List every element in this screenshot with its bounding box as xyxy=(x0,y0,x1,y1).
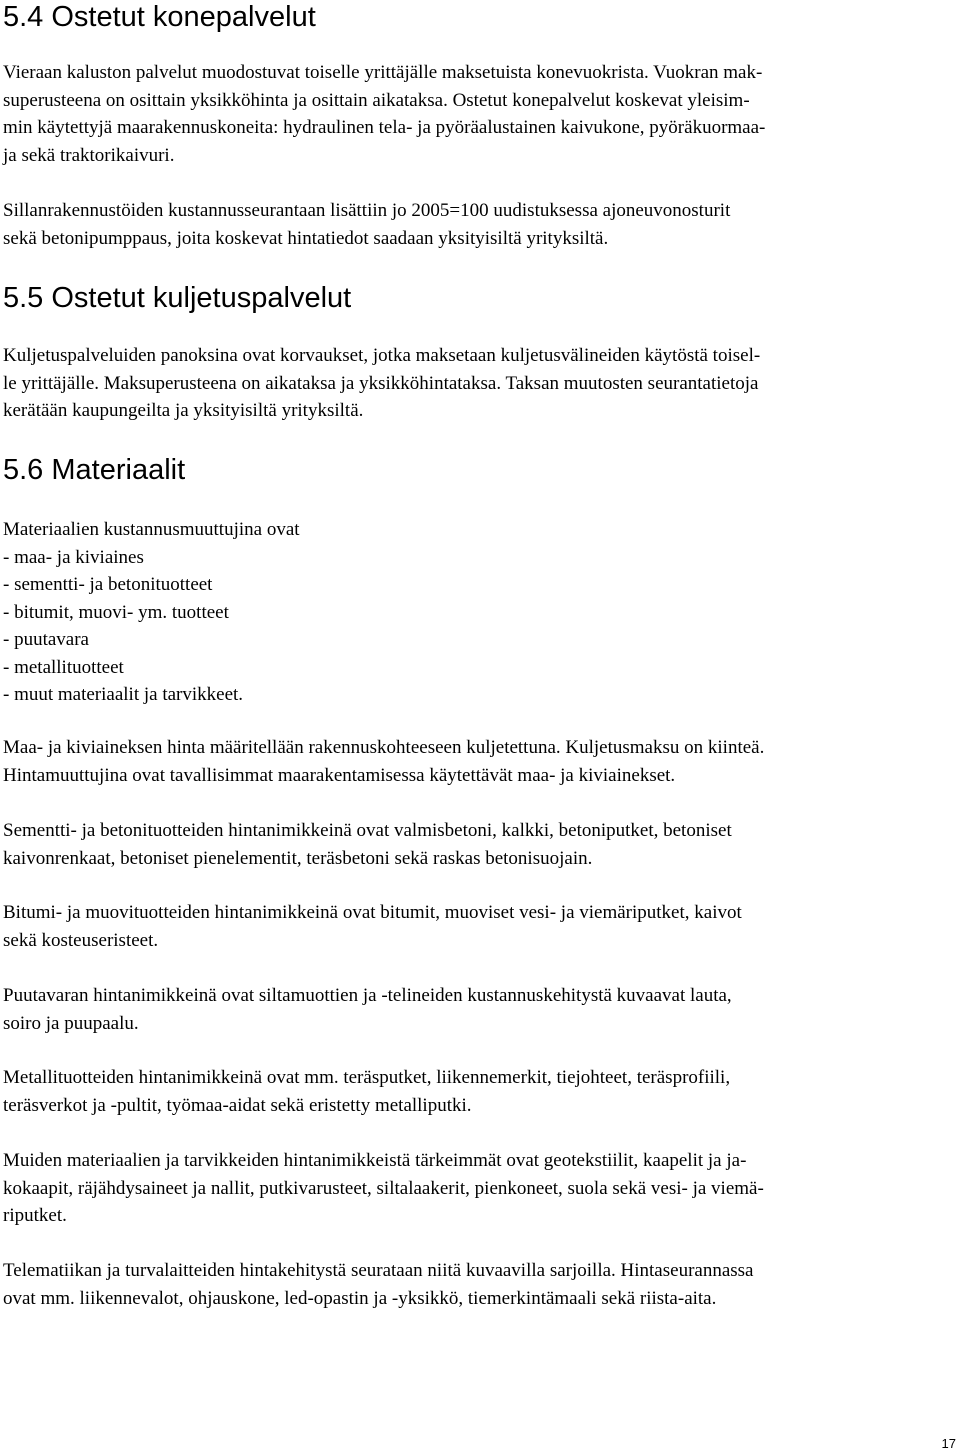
paragraph-5-4-2 xyxy=(3,197,955,252)
text-line: kerätään kaupungeilta ja yksityisiltä yrityksiltä. xyxy=(3,400,364,421)
paragraph-5-4-1 xyxy=(3,59,955,169)
text-line: ovat mm. liikennevalot, ohjauskone, led-opastin ja -yksikkö, tiemerkintämaali sekä riista-aita. xyxy=(3,1287,717,1309)
paragraph-5-6-6 xyxy=(3,1147,955,1230)
text-line: Sementti- ja betonituotteiden hintanimikkeinä ovat valmisbetoni, kalkki, betoniputket, betoniset xyxy=(3,820,732,841)
text-line: riputket. xyxy=(3,1205,67,1226)
paragraph-5-6-7 xyxy=(3,1257,955,1312)
text-line: teräsverkot ja -pultit, työmaa-aidat sekä eristetty metalliputki. xyxy=(3,1094,472,1116)
section-heading-5-5: 5.5 Ostetut kuljetuspalvelut xyxy=(3,282,352,314)
text-line: kaivonrenkaat, betoniset pienelementit, teräsbetoni sekä raskas betonisuojain. xyxy=(3,847,593,869)
list-intro: Materiaalien kustannusmuuttujina ovat xyxy=(3,519,300,540)
paragraph-5-6-3 xyxy=(3,899,955,954)
list-item: - muut materiaalit ja tarvikkeet. xyxy=(3,684,244,705)
paragraph-5-5-1 xyxy=(3,342,955,425)
text-line: Muiden materiaalien ja tarvikkeiden hintanimikkeistä tärkeimmät ovat geotekstiilit, kaapelit ja ja- xyxy=(3,1150,747,1171)
text-line: Kuljetuspalveluiden panoksina ovat korvaukset, jotka maksetaan kuljetusvälineiden käytöstä toisel- xyxy=(3,345,761,366)
section-heading-5-4: 5.4 Ostetut konepalvelut xyxy=(3,1,316,33)
list-item: - bitumit, muovi- ym. tuotteet xyxy=(3,601,229,623)
text-line: Metallituotteiden hintanimikkeinä ovat mm. teräsputket, liikennemerkit, tiejohteet, teräsprofiili, xyxy=(3,1067,731,1088)
paragraph-5-6-5 xyxy=(3,1064,955,1119)
list-item: - sementti- ja betonituotteet xyxy=(3,574,213,595)
list-item: - puutavara xyxy=(3,629,89,650)
text-line: Vieraan kaluston palvelut muodostuvat toiselle yrittäjälle maksetuista konevuokrista. Vuokran mak- xyxy=(3,62,763,83)
text-line: Puutavaran hintanimikkeinä ovat siltamuottien ja -telineiden kustannuskehitystä kuvaavat lauta, xyxy=(3,985,732,1006)
text-line: Telematiikan ja turvalaitteiden hintakehitystä seurataan niitä kuvaavilla sarjoilla. Hintaseurannassa xyxy=(3,1260,754,1281)
text-line: Bitumi- ja muovituotteiden hintanimikkeinä ovat bitumit, muoviset vesi- ja viemäriputket, kaivot xyxy=(3,902,742,923)
list-item: - maa- ja kiviaines xyxy=(3,546,144,568)
text-line: soiro ja puupaalu. xyxy=(3,1012,139,1034)
text-line: sekä kosteuseristeet. xyxy=(3,929,159,951)
text-line: min käytettyjä maarakennuskoneita: hydraulinen tela- ja pyöräalustainen kaivukone, pyöräkuormaa- xyxy=(3,117,766,138)
section-heading-5-6: 5.6 Materiaalit xyxy=(3,454,186,486)
text-line: superusteena on osittain yksikköhinta ja osittain aikataksa. Ostetut konepalvelut koskevat yleisim- xyxy=(3,89,750,111)
text-line: le yrittäjälle. Maksuperusteena on aikataksa ja yksikköhintataksa. Taksan muutosten seurantatietoja xyxy=(3,372,759,394)
page-number: 17 xyxy=(941,1436,956,1451)
paragraph-5-6-1 xyxy=(3,734,955,789)
paragraph-5-6-4 xyxy=(3,982,955,1037)
text-line: sekä betonipumppaus, joita koskevat hintatiedot saadaan yksityisiltä yrityksiltä. xyxy=(3,227,609,249)
materials-list xyxy=(3,516,955,709)
paragraph-5-6-2 xyxy=(3,817,955,872)
text-line: Maa- ja kiviaineksen hinta määritellään rakennuskohteeseen kuljetettuna. Kuljetusmaksu on kiinteä. xyxy=(3,737,765,758)
text-line: kokaapit, räjähdysaineet ja nallit, putkivarusteet, siltalaakerit, pienkoneet, suola sekä vesi- ja viemä- xyxy=(3,1177,764,1199)
text-line: Hintamuuttujina ovat tavallisimmat maarakentamisessa käytettävät maa- ja kiviainekset. xyxy=(3,764,676,786)
list-item: - metallituotteet xyxy=(3,656,124,678)
text-line: Sillanrakennustöiden kustannusseurantaan lisättiin jo 2005=100 uudistuksessa ajoneuvonosturit xyxy=(3,200,731,221)
text-line: ja sekä traktorikaivuri. xyxy=(3,144,175,166)
